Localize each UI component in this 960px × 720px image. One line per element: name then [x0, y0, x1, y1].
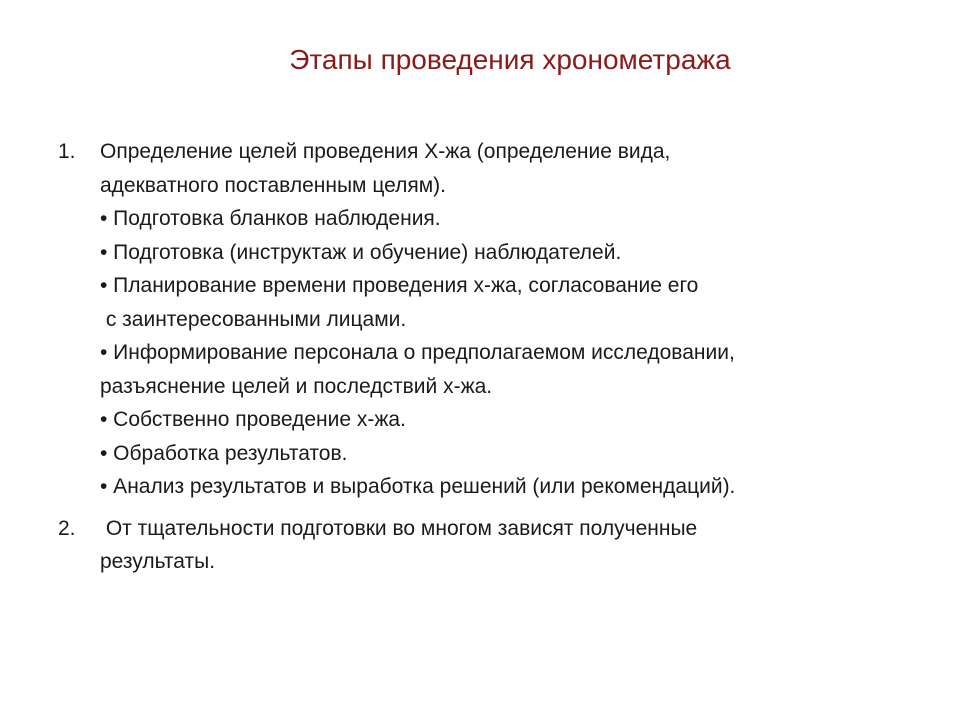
- text-line: адекватного поставленным целям).: [100, 173, 446, 197]
- slide-content: [58, 135, 918, 579]
- list-number: 1.: [58, 140, 76, 163]
- text-line: разъяснение целей и последствий х-жа.: [100, 374, 493, 398]
- bullet-line: • Обработка результатов.: [100, 441, 348, 465]
- slide-title: Этапы проведения хронометража: [289, 44, 731, 75]
- text-line: результаты.: [100, 550, 216, 573]
- list-number: 2.: [58, 516, 76, 540]
- bullet-line: • Подготовка бланков наблюдения.: [100, 207, 441, 230]
- bullet-line: • Информирование персонала о предполагаемом исследовании,: [100, 341, 735, 364]
- bullet-line: • Подготовка (инструктаж и обучение) наблюдателей.: [100, 240, 622, 264]
- text-line: От тщательности подготовки во многом зависят полученные: [100, 516, 698, 540]
- list-item-1: [58, 135, 918, 504]
- text-line: с заинтересованными лицами.: [100, 307, 407, 331]
- bullet-line: • Собственно проведение х-жа.: [100, 408, 406, 431]
- bullet-line: • Планирование времени проведения х-жа, согласование его: [100, 274, 699, 297]
- bullet-line: • Анализ результатов и выработка решений (или рекомендаций).: [100, 475, 736, 498]
- text-line: Определение целей проведения Х-жа (определение вида,: [100, 140, 671, 163]
- list-item-2: [58, 512, 918, 579]
